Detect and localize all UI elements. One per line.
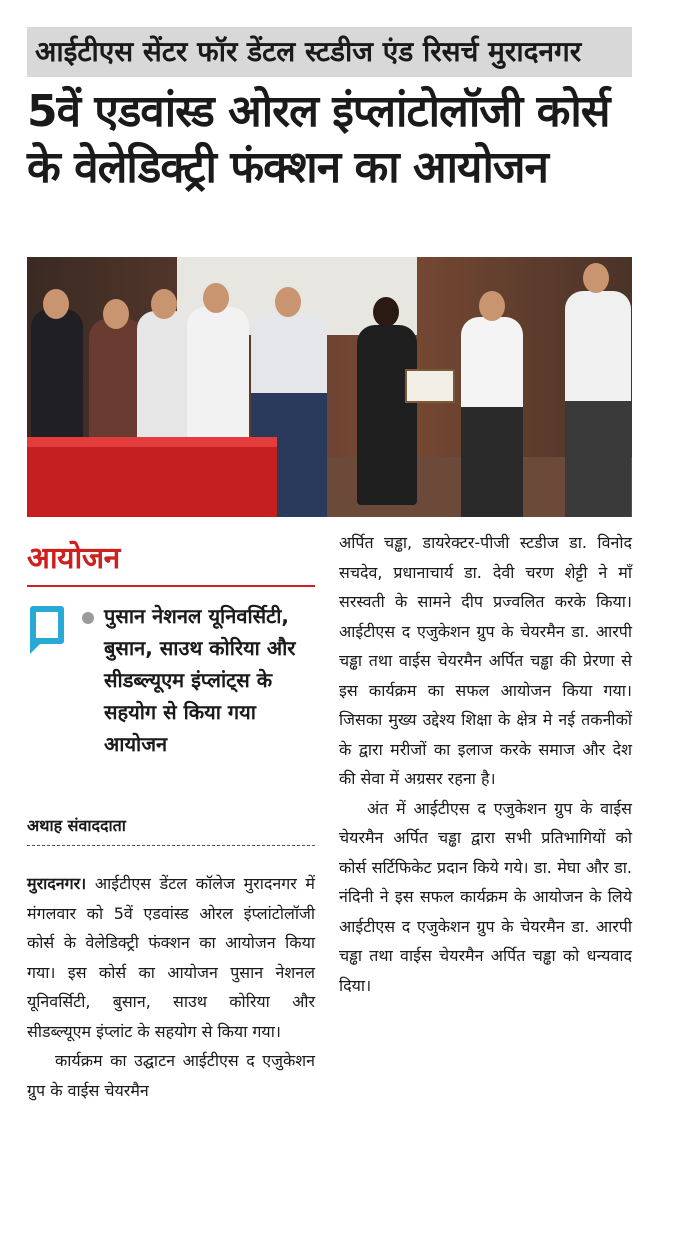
person-head (151, 289, 177, 319)
bullet-dot-icon (82, 612, 94, 624)
person-head (479, 291, 505, 321)
dateline: मुरादनगर। (27, 874, 87, 893)
section-label: आयोजन (27, 541, 120, 576)
headline (27, 84, 647, 196)
article-column-right (339, 528, 632, 1000)
person-silhouette (461, 317, 523, 517)
headline-line-1: 5वें एडवांस्ड ओरल इंप्लांटोलॉजी कोर्स (27, 86, 610, 137)
article-column-left (27, 869, 315, 1105)
kicker-banner: आईटीएस सेंटर फॉर डेंटल स्टडीज एंड रिसर्च मुरादनगर (27, 27, 632, 77)
person-head (43, 289, 69, 319)
stage-desk (27, 437, 277, 517)
person-head (373, 297, 399, 327)
byline-divider (27, 845, 315, 846)
person-head (203, 283, 229, 313)
person-head (275, 287, 301, 317)
section-divider (27, 585, 315, 587)
byline: अथाह संवाददाता (27, 816, 126, 835)
person-silhouette (357, 325, 417, 505)
article-text: आईटीएस डेंटल कॉलेज मुरादनगर में मंगलवार को 5वें एडवांस्ड ओरल इंप्लांटोलॉजी कोर्स के वेलेडिक्ट्री फंक्शन का आयोजन किया गया। इस कोर्स का आयोजन पुसान नेशनल यूनिवर्सिटी, बुसान, साउथ कोरिया और सीडब्ल्यूएम इंप्लांट के सहयोग से किया गया। (27, 874, 315, 1041)
person-head (103, 299, 129, 329)
quote-bubble-icon (30, 606, 64, 644)
article-paragraph: अर्पित चड्ढा, डायरेक्टर-पीजी स्टडीज डा. विनोद सचदेव, प्रधानाचार्य डा. देवी चरण शेट्टी ने माँ सरस्वती के सामने दीप प्रज्वलित करके किया। आईटीएस द एजुकेशन ग्रुप के चेयरमैन डा. आरपी चड्ढा तथा वाईस चेयरमैन अर्पित चड्ढा की प्रेरणा से इस कार्यक्रम का सफल आयोजन किया गया। जिसका मुख्य उद्देश्य शिक्षा के क्षेत्र मे नई तकनीकों के द्वारा मरीजों का इलाज करके समाज और देश की सेवा में अग्रसर रहना है। (339, 533, 632, 788)
person-silhouette (565, 291, 631, 517)
article-paragraph: अंत में आईटीएस द एजुकेशन ग्रुप के वाईस चेयरमैन अर्पित चड्ढा द्वारा सभी प्रतिभागियों को कोर्स सर्टिफिकेट प्रदान किये गये। डा. मेघा और डा. नंदिनी ने इस सफल कार्यक्रम के आयोजन के लिये आईटीएस द एजुकेशन ग्रुप के चेयरमैन डा. आरपी चड्ढा तथा वाईस चेयरमैन अर्पित चड्ढा को धन्यवाद दिया। (339, 798, 632, 995)
event-photo (27, 257, 632, 517)
person-head (583, 263, 609, 293)
certificate (405, 369, 455, 403)
article-paragraph: कार्यक्रम का उद्घाटन आईटीएस द एजुकेशन ग्रुप के वाईस चेयरमैन (27, 1051, 315, 1100)
highlight-blurb: पुसान नेशनल यूनिवर्सिटी, बुसान, साउथ कोरिया और सीडब्ल्यूएम इंप्लांट्स के सहयोग से किया गया आयोजन (104, 604, 296, 756)
headline-line-2: के वेलेडिक्ट्री फंक्शन का आयोजन (27, 142, 548, 193)
article-paragraph (27, 869, 315, 1046)
